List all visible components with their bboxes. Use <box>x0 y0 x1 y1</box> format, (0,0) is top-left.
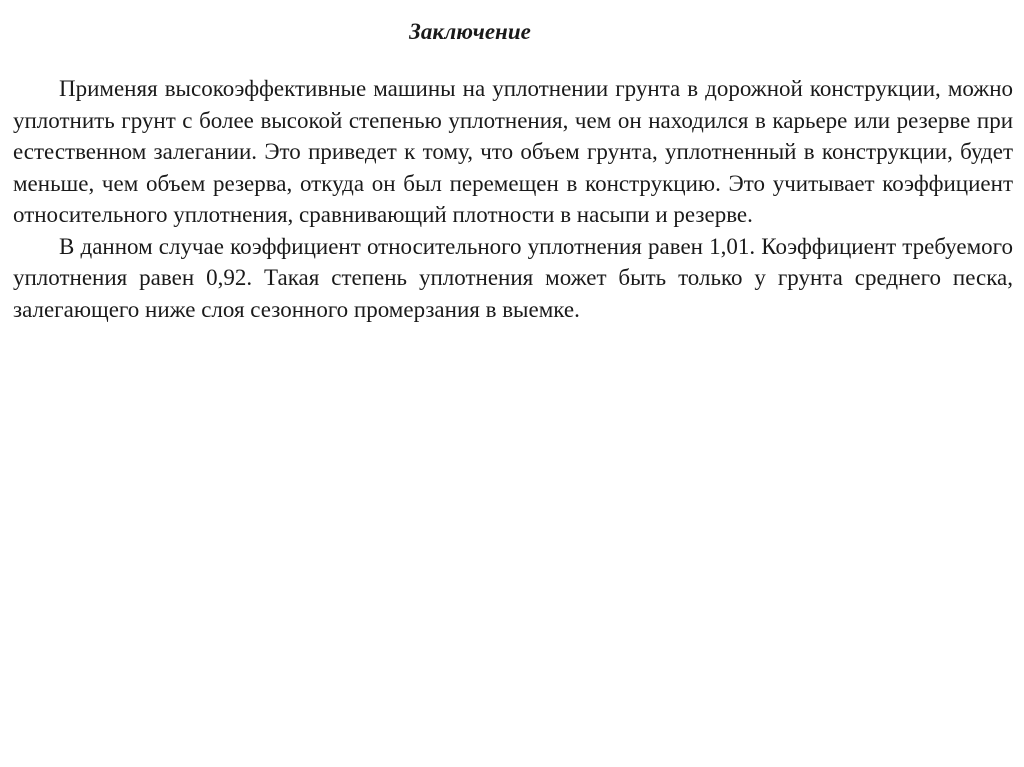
document-body <box>13 73 1013 325</box>
paragraph-1: Применяя высокоэффективные машины на уплотнении грунта в дорожной конструкции, можно уплотнить грунт с более высокой степенью уплотнения, чем он находился в карьере или резерве при естественном залегании. Это приведет к тому, что объем грунта, уплотненный в конструкции, будет меньше, чем объем резерва, откуда он был перемещен в конструкцию. Это учитывает коэффициент относительного уплотнения, сравнивающий плотности в насыпи и резерве. <box>13 76 1013 227</box>
page-title: Заключение <box>409 19 531 44</box>
paragraph-2: В данном случае коэффициент относительного уплотнения равен 1,01. Коэффициент требуемого уплотнения равен 0,92. Такая степень уплотнения может быть только у грунта среднего песка, залегающего ниже слоя сезонного промерзания в выемке. <box>13 233 1013 322</box>
